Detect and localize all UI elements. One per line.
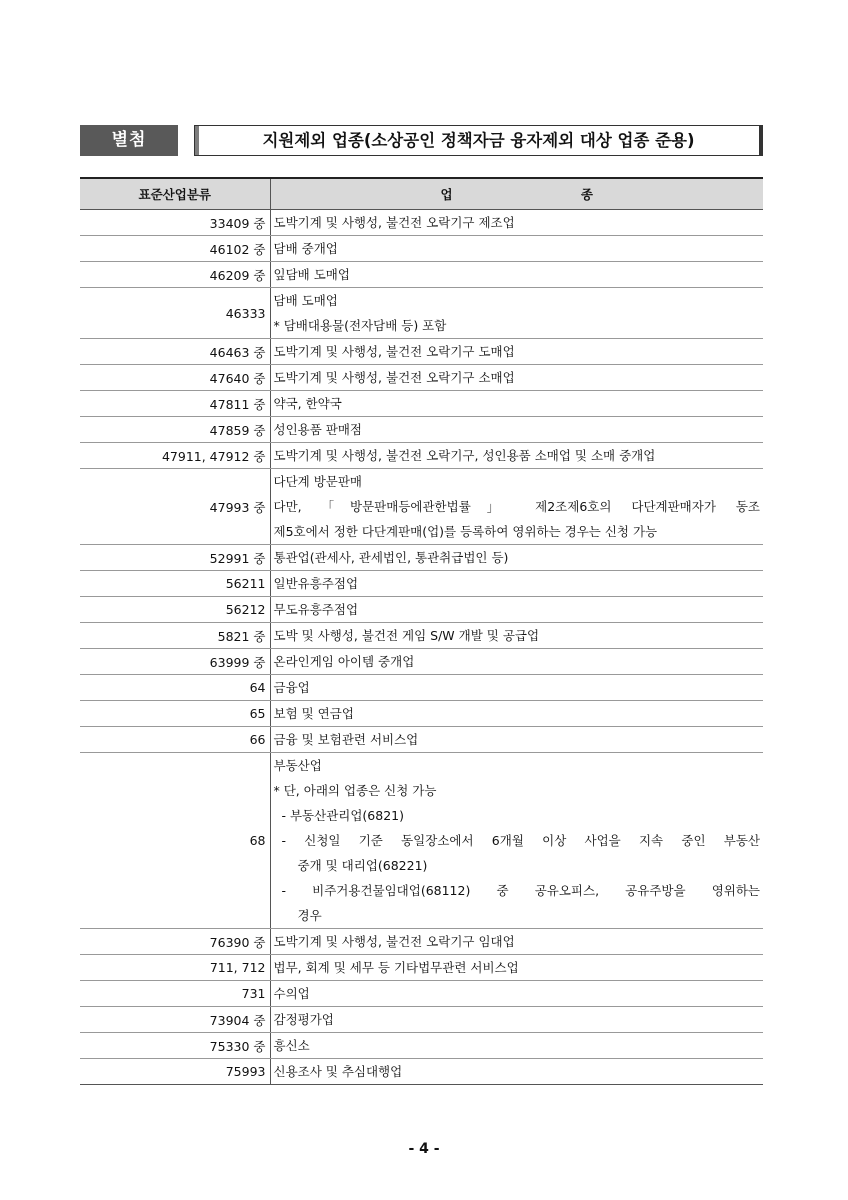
- table-row: [80, 545, 763, 571]
- industry-description: [270, 236, 763, 262]
- column-header-code: 표준산업분류: [80, 178, 270, 210]
- industry-description: [270, 981, 763, 1007]
- table-row: [80, 1033, 763, 1059]
- industry-code: 46209 중: [80, 262, 270, 288]
- industry-code: 65: [80, 701, 270, 727]
- document-title: 지원제외 업종(소상공인 정책자금 융자제외 대상 업종 준용): [194, 125, 763, 156]
- description-line: 담배 도매업: [273, 293, 338, 308]
- excluded-industries-table: [80, 177, 763, 1085]
- table-header-row: [80, 178, 763, 210]
- industry-description: [270, 365, 763, 391]
- industry-code: 33409 중: [80, 210, 270, 236]
- industry-code: 47640 중: [80, 365, 270, 391]
- industry-description: [270, 545, 763, 571]
- description-line: 금융 및 보험관련 서비스업: [273, 732, 419, 747]
- industry-description: [270, 391, 763, 417]
- industry-description: [270, 753, 763, 929]
- table-row: [80, 727, 763, 753]
- description-line: 다단계 방문판매: [273, 474, 362, 489]
- table-row: [80, 1007, 763, 1033]
- industry-description: [270, 597, 763, 623]
- description-line: 도박 및 사행성, 불건전 게임 S/W 개발 및 공급업: [273, 628, 540, 643]
- description-line: 도박기계 및 사행성, 불건전 오락기구 제조업: [273, 215, 515, 230]
- industry-code: 52991 중: [80, 545, 270, 571]
- table-row: [80, 469, 763, 545]
- industry-code: 47859 중: [80, 417, 270, 443]
- description-line: 다만, 「방문판매등에관한법률」 제2조제6호의 다단계판매자가 동조: [273, 499, 760, 514]
- industry-code: 64: [80, 675, 270, 701]
- industry-description: [270, 955, 763, 981]
- industry-description: [270, 417, 763, 443]
- description-line: 도박기계 및 사행성, 불건전 오락기구, 성인용품 소매업 및 소매 중개업: [273, 448, 656, 463]
- description-line: 수의업: [273, 986, 310, 1001]
- description-line: 보험 및 연금업: [273, 706, 354, 721]
- table-row: [80, 753, 763, 929]
- description-line: 약국, 한약국: [273, 396, 342, 411]
- description-line: 담배 중개업: [273, 241, 338, 256]
- industry-description: [270, 210, 763, 236]
- page-number: - 4 -: [408, 1141, 440, 1157]
- table-row: [80, 981, 763, 1007]
- description-line: * 단, 아래의 업종은 신청 가능: [273, 783, 437, 798]
- description-line: 잎담배 도매업: [273, 267, 350, 282]
- table-row: [80, 391, 763, 417]
- industry-code: 63999 중: [80, 649, 270, 675]
- industry-description: [270, 1059, 763, 1085]
- description-line: 도박기계 및 사행성, 불건전 오락기구 소매업: [273, 370, 515, 385]
- industry-description: [270, 288, 763, 339]
- description-line: 경우: [297, 908, 322, 923]
- industry-code: 56211: [80, 571, 270, 597]
- industry-code: 47811 중: [80, 391, 270, 417]
- description-line: 신용조사 및 추심대행업: [273, 1064, 403, 1079]
- industry-description: [270, 675, 763, 701]
- description-line: 성인용품 판매점: [273, 422, 362, 437]
- table-row: [80, 701, 763, 727]
- description-line: 통관업(관세사, 관세법인, 통관취급법인 등): [273, 550, 509, 565]
- industry-description: [270, 1033, 763, 1059]
- description-line: - 비주거용건물임대업(68112) 중 공유오피스, 공유주방을 영위하는: [281, 883, 760, 898]
- industry-description: [270, 929, 763, 955]
- description-line: 온라인게임 아이템 중개업: [273, 654, 415, 669]
- table-row: [80, 955, 763, 981]
- industry-description: [270, 262, 763, 288]
- industry-code: 731: [80, 981, 270, 1007]
- description-line: 제5호에서 정한 다단계판매(업)를 등록하여 영위하는 경우는 신청 가능: [273, 524, 658, 539]
- industry-description: [270, 571, 763, 597]
- industry-code: 711, 712: [80, 955, 270, 981]
- table-row: [80, 623, 763, 649]
- table-row: [80, 210, 763, 236]
- industry-code: 47911, 47912 중: [80, 443, 270, 469]
- table-row: [80, 417, 763, 443]
- industry-code: 46102 중: [80, 236, 270, 262]
- industry-code: 68: [80, 753, 270, 929]
- industry-code: 47993 중: [80, 469, 270, 545]
- description-line: 법무, 회계 및 세무 등 기타법무관련 서비스업: [273, 960, 519, 975]
- table-row: [80, 929, 763, 955]
- industry-code: 5821 중: [80, 623, 270, 649]
- industry-description: [270, 701, 763, 727]
- page-header: [80, 125, 763, 156]
- table-body: [80, 210, 763, 1085]
- industry-description: [270, 443, 763, 469]
- description-line: - 부동산관리업(6821): [281, 808, 404, 823]
- industry-description: [270, 469, 763, 545]
- description-line: 흥신소: [273, 1038, 310, 1053]
- table-row: [80, 365, 763, 391]
- industry-code: 46333: [80, 288, 270, 339]
- attachment-badge: 별첨: [80, 125, 178, 156]
- industry-description: [270, 727, 763, 753]
- description-line: 도박기계 및 사행성, 불건전 오락기구 도매업: [273, 344, 515, 359]
- industry-code: 46463 중: [80, 339, 270, 365]
- description-line: 도박기계 및 사행성, 불건전 오락기구 임대업: [273, 934, 515, 949]
- table-row: [80, 262, 763, 288]
- table-row: [80, 571, 763, 597]
- industry-code: 75993: [80, 1059, 270, 1085]
- table-row: [80, 597, 763, 623]
- industry-description: [270, 623, 763, 649]
- table-row: [80, 649, 763, 675]
- description-line: 감정평가업: [273, 1012, 334, 1027]
- description-line: * 담배대용물(전자담배 등) 포함: [273, 318, 447, 333]
- industry-code: 66: [80, 727, 270, 753]
- description-line: 무도유흥주점업: [273, 602, 359, 617]
- industry-description: [270, 1007, 763, 1033]
- industry-code: 76390 중: [80, 929, 270, 955]
- table-row: [80, 236, 763, 262]
- description-line: 중개 및 대리업(68221): [297, 858, 428, 873]
- table-row: [80, 675, 763, 701]
- description-line: 금융업: [273, 680, 310, 695]
- column-header-industry: 업 종: [270, 178, 763, 210]
- table-row: [80, 339, 763, 365]
- description-line: 부동산업: [273, 758, 322, 773]
- table-row: [80, 1059, 763, 1085]
- industry-code: 73904 중: [80, 1007, 270, 1033]
- industry-code: 56212: [80, 597, 270, 623]
- description-line: 일반유흥주점업: [273, 576, 359, 591]
- table-row: [80, 443, 763, 469]
- industry-description: [270, 649, 763, 675]
- description-line: - 신청일 기준 동일장소에서 6개월 이상 사업을 지속 중인 부동산: [281, 833, 760, 848]
- industry-description: [270, 339, 763, 365]
- industry-code: 75330 중: [80, 1033, 270, 1059]
- table-row: [80, 288, 763, 339]
